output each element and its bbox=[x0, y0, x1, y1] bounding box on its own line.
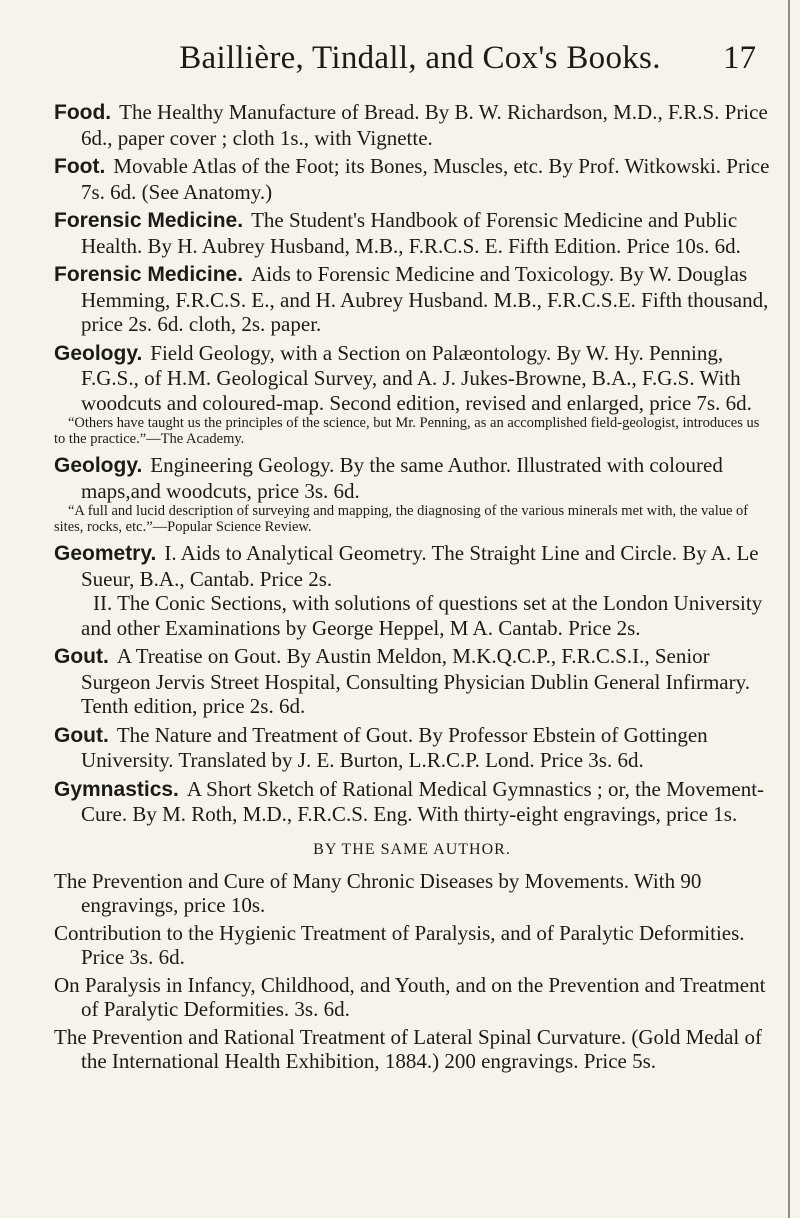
entry-geometry bbox=[54, 541, 770, 591]
entry-text: The Nature and Treatment of Gout. By Professor Ebstein of Gottingen University. Translated by J. E. Burton, L.R.C.P. Lond. Price 3s. 6d. bbox=[81, 722, 708, 772]
review-quote: “Others have taught us the principles of the science, but Mr. Penning, as an accomplished field-geologist, introduces us to the practice.”—The Academy. bbox=[54, 415, 760, 447]
same-author-item: On Paralysis in Infancy, Childhood, and Youth, and on the Prevention and Treatment of Paralytic Deformities. 3s. 6d. bbox=[54, 972, 766, 1021]
entry-subject: Geology. bbox=[54, 454, 143, 477]
entry-forensic-medicine-2 bbox=[54, 262, 770, 337]
entry-text: A Short Sketch of Rational Medical Gymnastics ; or, the Movement-Cure. By M. Roth, M.D., F.R.C.S. Eng. With thirty-eight engravings, price 1s. bbox=[81, 776, 765, 826]
page-header bbox=[0, 40, 800, 84]
entry-gymnastics bbox=[54, 777, 770, 827]
entry-text: Aids to Forensic Medicine and Toxicology. By W. Douglas Hemming, F.R.C.S. E., and H. Aubrey Husband. M.B., F.R.C.S.E. Fifth thousand, price 2s. 6d. cloth, 2s. paper. bbox=[81, 262, 769, 336]
entry-text: A Treatise on Gout. By Austin Meldon, M.K.Q.C.P., F.R.C.S.I., Senior Surgeon Jervis Street Hospital, Consulting Physician Dublin General Infirmary. Tenth edition, price 2s. 6d. bbox=[81, 644, 750, 718]
entry-subject: Gout. bbox=[54, 645, 109, 668]
entry-subject: Forensic Medicine. bbox=[54, 209, 244, 232]
entry-subject: Geometry. bbox=[54, 542, 157, 565]
entry-gout-1 bbox=[54, 644, 770, 719]
same-author-item: The Prevention and Cure of Many Chronic Diseases by Movements. With 90 engravings, price 10s. bbox=[54, 868, 702, 917]
entry-forensic-medicine-1 bbox=[54, 208, 770, 258]
entry-gout-2 bbox=[54, 723, 770, 773]
entry-subject: Forensic Medicine. bbox=[54, 263, 244, 286]
entry-text: The Healthy Manufacture of Bread. By B. W. Richardson, M.D., F.R.S. Price 6d., paper cover ; cloth 1s., with Vignette. bbox=[81, 100, 768, 150]
entry-geometry-part-2: II. The Conic Sections, with solutions of questions set at the London University and other Examinations by George Heppel, M A. Cantab. Price 2s. bbox=[81, 591, 763, 640]
entry-text: I. Aids to Analytical Geometry. The Straight Line and Circle. By A. Le Sueur, B.A., Cantab. Price 2s. bbox=[81, 541, 759, 591]
entry-subject: Gout. bbox=[54, 723, 109, 747]
entry-subject: Foot. bbox=[54, 155, 106, 178]
same-author-heading: BY THE SAME AUTHOR. bbox=[313, 840, 511, 858]
page-title: Baillière, Tindall, and Cox's Books. bbox=[179, 40, 661, 76]
entry-subject: Food. bbox=[54, 101, 112, 124]
entry-text: Engineering Geology. By the same Author. Illustrated with coloured maps,and woodcuts, price 3s. 6d. bbox=[81, 453, 723, 503]
same-author-item: The Prevention and Rational Treatment of Lateral Spinal Curvature. (Gold Medal of the International Health Exhibition, 1884.) 200 engravings. Price 5s. bbox=[54, 1024, 762, 1073]
entry-geology-field bbox=[54, 341, 770, 416]
catalogue-content bbox=[54, 100, 770, 1077]
entry-foot bbox=[54, 154, 770, 204]
entry-text: Field Geology, with a Section on Palæontology. By W. Hy. Penning, F.G.S., of H.M. Geological Survey, and A. J. Jukes-Browne, B.A., F.G.S. With woodcuts and coloured-map. Second edition, revised and enlarged, price 7s. 6d. bbox=[81, 340, 752, 415]
review-quote: “A full and lucid description of surveying and mapping, the diagnosing of the various minerals met with, the value of sites, rocks, etc.”—Popular Science Review. bbox=[54, 503, 749, 535]
entry-food bbox=[54, 100, 770, 150]
entry-subject: Geology. bbox=[54, 341, 143, 365]
entry-geology-engineering bbox=[54, 453, 770, 503]
page-number: 17 bbox=[723, 40, 756, 76]
entry-text: Movable Atlas of the Foot; its Bones, Muscles, etc. By Prof. Witkowski. Price 7s. 6d. (See Anatomy.) bbox=[81, 154, 770, 204]
page-edge-line bbox=[788, 0, 790, 1218]
same-author-item: Contribution to the Hygienic Treatment of Paralysis, and of Paralytic Deformities. Price 3s. 6d. bbox=[54, 920, 745, 969]
entry-subject: Gymnastics. bbox=[54, 777, 179, 801]
entry-text: The Student's Handbook of Forensic Medicine and Public Health. By H. Aubrey Husband, M.B., F.R.C.S. E. Fifth Edition. Price 10s. 6d. bbox=[81, 208, 741, 258]
